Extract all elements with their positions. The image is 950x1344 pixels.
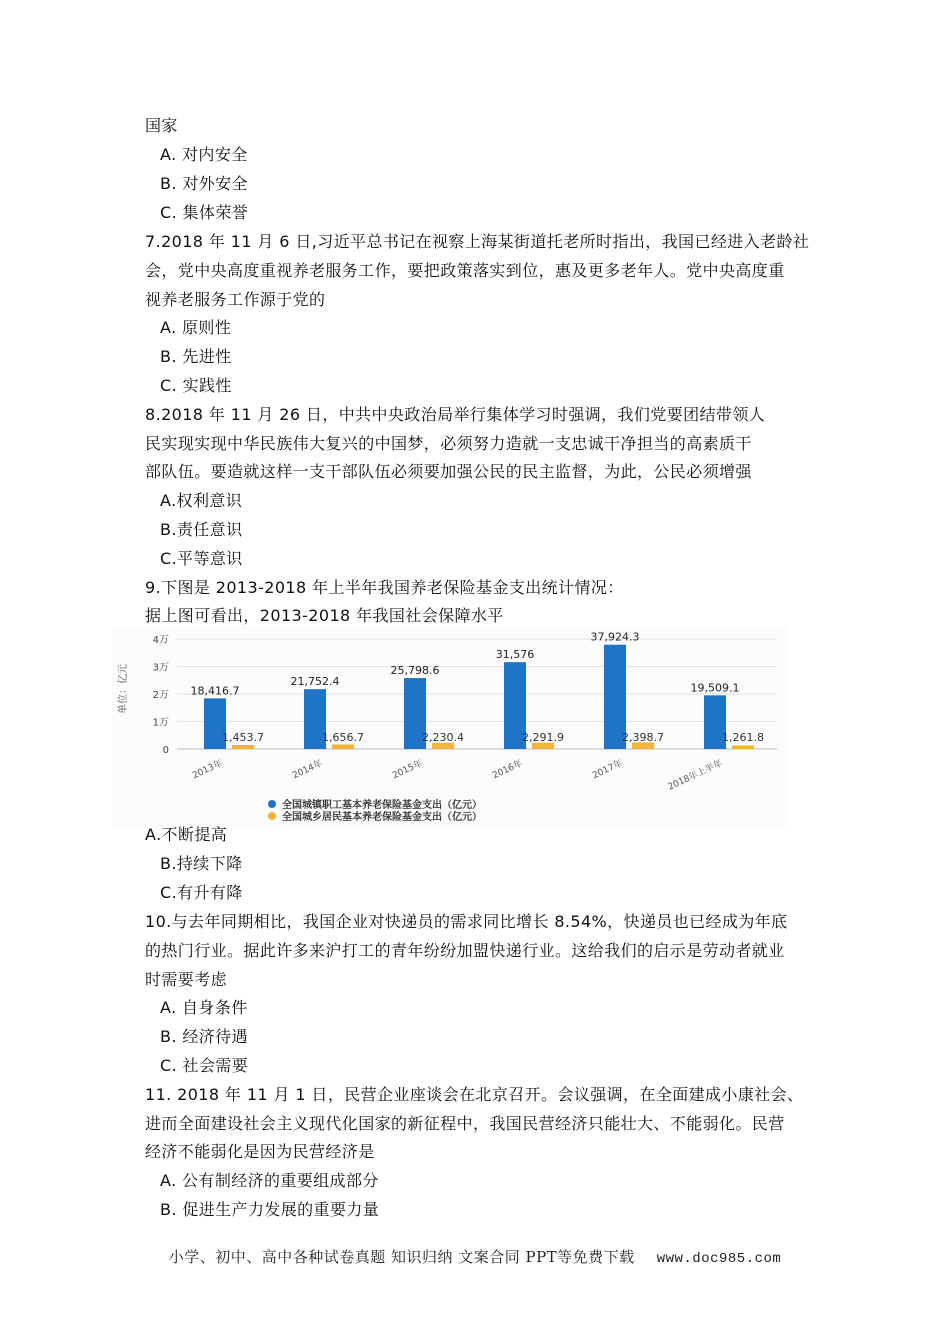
question-7-line-2: 会，党中央高度重视养老服务工作，要把政策落实到位，惠及更多老年人。党中央高度重: [145, 261, 785, 280]
data-label: 1,656.7: [322, 731, 364, 744]
pension-expenditure-chart: [112, 627, 787, 827]
option-6c: C. 集体荣誉: [160, 203, 249, 222]
option-10c: C. 社会需要: [160, 1056, 249, 1075]
option-6a: A. 对内安全: [160, 145, 248, 164]
option-9b: B.持续下降: [160, 854, 243, 873]
y-tick-label: 4万: [152, 635, 169, 646]
footer-text: 小学、初中、高中各种试卷真题 知识归纳 文案合同 PPT等免费下载: [168, 1248, 635, 1266]
chart-svg: [112, 627, 787, 827]
option-7c: C. 实践性: [160, 376, 232, 395]
y-tick-label: 2万: [152, 690, 169, 701]
question-6-continuation: 国家: [145, 116, 178, 135]
option-6b: B. 对外安全: [160, 174, 248, 193]
option-9a: A.不断提高: [145, 825, 228, 844]
legend-label: 全国城乡居民基本养老保险基金支出（亿元）: [282, 812, 482, 823]
y-tick-label: 0: [162, 745, 169, 756]
y-tick-label: 1万: [152, 717, 169, 729]
legend-label: 全国城镇职工基本养老保险基金支出（亿元）: [282, 800, 482, 811]
question-9-line-2: 据上图可看出，2013-2018 年我国社会保障水平: [145, 606, 504, 625]
option-11a: A. 公有制经济的重要组成部分: [160, 1171, 379, 1190]
question-9-line-1: 9.下图是 2013-2018 年上半年我国养老保险基金支出统计情况：: [145, 578, 624, 597]
data-label: 18,416.7: [190, 684, 240, 698]
x-tick-label: 2013年: [191, 758, 225, 782]
question-11-line-3: 经济不能弱化是因为民营经济是: [145, 1142, 375, 1161]
bar-urban-rural-resident: [732, 746, 754, 749]
question-7-line-3: 视养老服务工作源于党的: [145, 290, 326, 309]
question-7-line-1: 7.2018 年 11 月 6 日,习近平总书记在视察上海某街道托老所时指出，我国已经进入老龄社: [145, 232, 810, 251]
option-8b: B.责任意识: [160, 520, 243, 539]
option-9c: C.有升有降: [160, 883, 243, 902]
option-10a: A. 自身条件: [160, 998, 248, 1017]
x-tick-label: 2017年: [591, 758, 625, 782]
option-7a: A. 原则性: [160, 318, 232, 337]
bar-urban-rural-resident: [332, 744, 354, 749]
question-11-line-1: 11. 2018 年 11 月 1 日，民营企业座谈会在北京召开。会议强调，在全面建成小康社会、: [145, 1085, 804, 1104]
data-label: 2,398.7: [622, 731, 664, 744]
question-8-line-1: 8.2018 年 11 月 26 日，中共中央政治局举行集体学习时强调，我们党要团结带领人: [145, 405, 766, 424]
option-7b: B. 先进性: [160, 347, 232, 366]
data-label: 19,509.1: [690, 681, 740, 695]
data-label: 2,230.4: [422, 731, 464, 744]
question-10-line-3: 时需要考虑: [145, 970, 228, 989]
question-8-line-3: 部队伍。要造就这样一支干部队伍必须要加强公民的民主监督，为此，公民必须增强: [145, 462, 752, 481]
y-tick-label: 3万: [152, 662, 169, 674]
x-tick-label: 2015年: [391, 758, 425, 782]
legend-marker: [268, 800, 276, 808]
data-label: 21,752.4: [290, 675, 340, 689]
data-label: 37,924.3: [590, 630, 640, 644]
option-11b: B. 促进生产力发展的重要力量: [160, 1200, 380, 1219]
data-label: 31,576: [495, 648, 535, 662]
data-label: 2,291.9: [522, 731, 564, 744]
x-tick-label: 2014年: [291, 758, 325, 782]
question-8-line-2: 民实现实现中华民族伟大复兴的中国梦，必须努力造就一支忠诚干净担当的高素质干: [145, 434, 752, 453]
footer-url[interactable]: www.doc985.com: [656, 1251, 782, 1267]
data-label: 1,453.7: [222, 731, 264, 744]
option-10b: B. 经济待遇: [160, 1027, 248, 1046]
data-label: 1,261.8: [722, 731, 764, 744]
legend-marker: [268, 812, 276, 820]
x-tick-label: 2018年上半年: [666, 758, 725, 793]
option-8c: C.平等意识: [160, 549, 243, 568]
option-8a: A.权利意识: [160, 491, 243, 510]
bar-urban-rural-resident: [232, 745, 254, 749]
y-axis-label: 单位：亿元: [118, 664, 129, 714]
page-footer: [0, 1246, 950, 1267]
data-label: 25,798.6: [390, 664, 440, 678]
question-10-line-1: 10.与去年同期相比，我国企业对快递员的需求同比增长 8.54%，快递员也已经成为年底: [145, 912, 788, 931]
question-10-line-2: 的热门行业。据此许多来沪打工的青年纷纷加盟快递行业。这给我们的启示是劳动者就业: [145, 941, 785, 960]
x-tick-label: 2016年: [491, 758, 525, 782]
question-11-line-2: 进而全面建设社会主义现代化国家的新征程中，我国民营经济只能壮大、不能弱化。民营: [145, 1114, 785, 1133]
